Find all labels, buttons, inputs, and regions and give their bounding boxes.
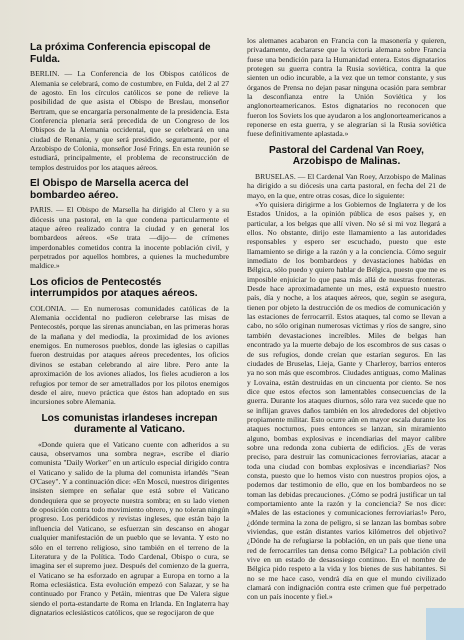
article-body-marsella: PARIS. — El Obispo de Marsella ha dirigido al Clero y a su diócesis una pastoral, en la que condena particularmente el ataque aéreo realizado contra la ciudad y en general los bombardeos aéreos. «Se trata —dijo— de crímenes imperdonables cometidos contra la inocente población civil, y perpetrados por aquellos hombres, a quienes la muchedumbre maldice.» bbox=[30, 205, 229, 271]
article-body-fulda: BERLIN. — La Conferencia de los Obispos católicos de Alemania se celebrará, como de costumbre, en Fulda, del 2 al 27 de agosto. En los círculos católicos se pone de relieve la posibilidad de que asista el Obispo de Breslau, monseñor Bertram, que se encargaría personalmente de la presidencia. Esta Conferencia plenaria será precedida de un Congreso de los Obispos de la Alemania occidental, que se celebrará en una ciudad de Renania, y que será presidido, seguramente, por el Arzobispo de Colonia, monseñor José Frings. En esta reunión se estudiará, principalmente, el problema de reconstrucción de templos destruidos por los ataques aéreos. bbox=[30, 69, 229, 172]
article-body-van-roey-intro: BRUSELAS. — El Cardenal Van Roey, Arzobispo de Malinas ha dirigido a su diócesis una carta pastoral, en fecha del 21 de mayo, en la que, entre otras cosas, dice lo siguiente: bbox=[247, 171, 446, 200]
right-column bbox=[247, 36, 446, 617]
article-title-marsella: El Obispo de Marsella acerca del bombardeo aéreo. bbox=[30, 177, 189, 201]
two-column-layout bbox=[30, 36, 446, 617]
article-title-comunistas: Los comunistas irlandeses increpan duramente al Vaticano. bbox=[41, 412, 218, 436]
article-title-fulda: La próxima Conferencia episcopal de Fulda. bbox=[30, 42, 211, 65]
article-body-van-roey-quote: «Yo quisiera dirigirme a los Gobiernos de Inglaterra y de los Estados Unidos, a la opinión pública de esos países y, en particular, a los belgas que allí viven. No sé si mi voz llegará a ellos. No obstante, dirijo este llamamiento a las autoridades responsables y espero ser escuchado, puesto que este llamamiento se dirige a la razón y a la conciencia. Cómo seguir inmediato de los bombardeos y devastaciones habidas en Bélgica, sólo puedo y quiero hablar de Bélgica, puesto que me es imposible enjuiciar lo que pasa más allá de nuestras fronteras. Desde hace aproximadamente un mes, está expuesto nuestro país, día y noche, a los ataques aéreos, que, según se asegura, tienen por objeto la destrucción de os medios de comunicación y las estaciones de ferrocarril. Estos ataques, tal como se llevan a cabo, no sólo originan numerosas víctimas y ríos de sangre, sino también devastaciones increíbles. Miles de belgas han encontrado ya la muerte debajo de los escombros de sus casas o de sus refugios, donde creían que estarían seguros. En las ciudades de Bruselas, Lieja, Gante y Charleroy, barrios enteros ya no son más que escombros. Ciudades antiguas, como Malinas y Lovaina, están destruidas en un cincuenta por ciento. Se nos dice que estos efectos son lamentables consecuencias de la guerra. Durante los ataques diurnos, sólo rara vez sucede que no se inflijan graves daños también en los alrededores del objetivo propiamente militar. Esto ocurre aún en mayor escala durante los ataques nocturnos, pues entonces se lanzan, sin miramiento alguno, bombas explosivas e incendiarias del mayor calibre sobre una redonda zona cubierta de edificios. ¿Es de veras preciso, para destruir las comunicaciones ferroviarias, atacar a toda una ciudad con bombas explosivas e incendiarias? Nos consta, puesto que lo hemos visto con nuestros propios ojos, a podemos dar testimonio de ello, que en los bombardeos no se toman las debidas precauciones. ¿Cómo se podrá justificar un tal comportamiento ante la razón y la conciencia? Se nos dice: «Males de las estaciones y comunicaciones ferroviarias!» Pero, ¿dónde termina la zona de peligro, si se lanzan las bombas sobre viviendas, que están distantes varios kilómetros del objetivo? ¿Dónde ha de refugiarse la población, en un país que tiene una red de ferrocarriles tan densa como Bélgica? La población civil vive en un estado de desasosiego continuo. En el nombre de Bélgica pido respeto a la vida y los bienes de sus habitantes. Si no se me hace caso, vendrá día en que el mundo civilizado clamará con indignación contra este crimen que fué perpetrado con un país inocente y fiel.» bbox=[247, 200, 446, 602]
page-tab-marker bbox=[426, 608, 464, 640]
article-title-van-roey: Pastoral del Cardenal Van Roey, Arzobispo de Malinas. bbox=[269, 144, 424, 168]
left-column bbox=[30, 36, 229, 617]
article-continuation: los alemanes acabaron en Francia con la masonería y quieren, privadamente, declararse que la victoria alemana sobre Francia fuese una bendición para la Humanidad entera. Estos dignatarios protegen su guerra contra la Rusia soviética, contra la que sienten un odio incurable, a la vez que un temor constante, y sus órganos de Prensa no dejan pasar ninguna ocasión para sembrar la desconfianza entre la Unión Soviética y los anglonorteamericanos. Estos dignatarios no reconocen que fueron los Soviets los que ayudaron a los anglonorteamericanos a reponerse en esta guerra, y se alegrarían si la Rusia soviética fuese definitivamente aplastada.» bbox=[247, 36, 446, 139]
article-title-pentecostes: Los oficios de Pentecostés interrumpidos por ataques aéreos. bbox=[30, 276, 198, 300]
article-body-pentecostes: COLONIA. — En numerosas comunidades católicas de la Alemania occidental no pudieron celebrarse las misas de Pentecostés, porque las sirenas anunciaban, en las primeras horas de la mañana y del mediodía, la proximidad de los aviones enemigos. En numerosos pueblos, donde las iglesias o capillas fueron destruidas por ataques aéreos precedentes, los oficios divinos se estaban celebrando al aire libre. Pero ante la aproximación de los aviones aliados, los fieles acudieron a los refugios por temor de ser ametrallados por los pilotos enemigos desde el aire, nuevo práctica que éstos han adoptado en sus incursiones sobre Alemania. bbox=[30, 303, 229, 407]
article-body-comunistas: «Donde quiera que el Vaticano cuente con adheridos a su causa, observamos una sombra negra», escribe el diario comunista "Daily Worker" en un artículo especial dirigido contra el Vaticano y salido de la pluma del comunista irlandés "Sean O'Casey". Y a continuación dice: «En Moscú, nuestros dirigentes insisten siempre en señalar que está sobre el Vaticano dondequiera que se proyecte nuestra sombra; en su lado vienen de oposición contra todo movimiento obrero, y no toleran ningún progreso. Los periódicos y revistas ingleses, que están bajo la influencia del Vaticano, se esfuerzan sin descanso en ahogar cualquier manifestación de un pueblo que se levanta. Y esto no sólo en el terreno religioso, sino también en el terreno de la Literatura y de la Política. Todo Cardenal, Obispo o cura, se imagina ser el supremo juez. Después del comienzo de la guerra, el Vaticano se ha esforzado en agrupar a Europa en torno a la Roma eclesiástica. Esta evolución empezó con Salazar, y se ha continuado por Franco y Petáin, mientras que De Valera sigue siendo el porta-estandarte de Roma en Irlanda. En Inglaterra hay dignatarios eclesiásticos católicos, que se regocijaron de que bbox=[30, 439, 229, 617]
